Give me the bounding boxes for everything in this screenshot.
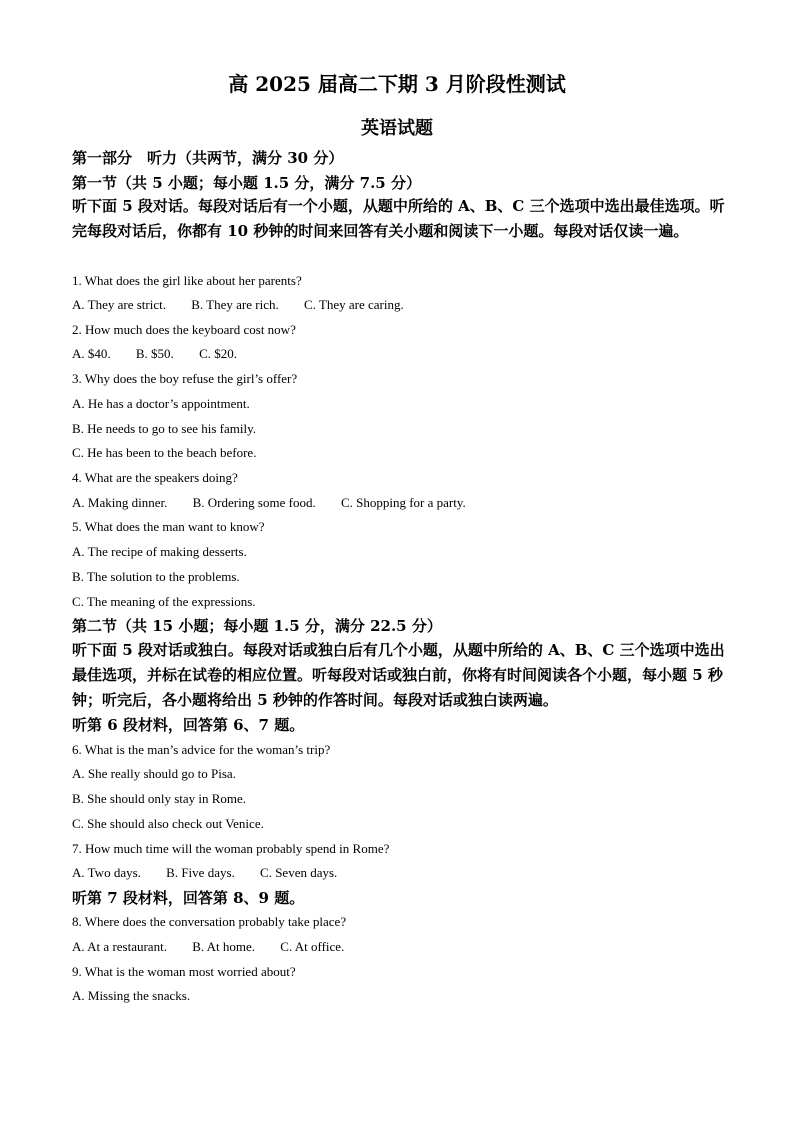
question-3-option-a: A. He has a doctor’s appointment. <box>72 396 250 411</box>
question-6-option-c: C. She should also check out Venice. <box>72 816 264 831</box>
section1-heading: 第一节（共 5 小题；每小题 1.5 分，满分 7.5 分） <box>72 174 421 192</box>
question-8-option-c: C. At office. <box>280 939 345 954</box>
question-1-option-c: C. They are caring. <box>303 297 404 312</box>
question-7-option-a: A. Two days. <box>72 865 141 880</box>
question-5-option-a: A. The recipe of making desserts. <box>72 544 247 559</box>
section2-instructions: 听下面 5 段对话或独白。每段对话或独白后有几个小题，从题中所给的 A、B、C 三个选项中选出最佳选项，并标在试卷的相应位置。听每段对话或独白前，你将有时间阅读各个小题，每小题 5 秒钟；听完后，各小题将给出 5 秒钟的作答时间。每段对话或独白读两遍。 <box>72 641 725 709</box>
question-1-option-a: A. They are strict. <box>72 297 166 312</box>
question-2-option-a: A. $40. <box>72 346 111 361</box>
part1-heading: 第一部分 听力（共两节，满分 30 分） <box>72 149 344 167</box>
question-2-option-c: C. $20. <box>199 346 237 361</box>
material-7-heading: 听第 7 段材料，回答第 8、9 题。 <box>72 889 305 907</box>
question-9-stem: 9. What is the woman most worried about? <box>72 964 296 979</box>
question-8-options <box>72 938 366 956</box>
question-4-option-a: A. Making dinner. <box>72 495 168 510</box>
question-1-stem: 1. What does the girl like about her parents? <box>72 273 302 288</box>
question-6-option-a: A. She really should go to Pisa. <box>72 766 236 781</box>
question-3-option-b: B. He needs to go to see his family. <box>72 421 257 436</box>
question-2-option-b: B. $50. <box>135 346 174 361</box>
question-3-option-c: C. He has been to the beach before. <box>72 445 257 460</box>
question-4-stem: 4. What are the speakers doing? <box>72 470 238 485</box>
question-1-option-b: B. They are rich. <box>191 297 279 312</box>
question-7-stem: 7. How much time will the woman probably spend in Rome? <box>72 841 390 856</box>
material-6-heading: 听第 6 段材料，回答第 6、7 题。 <box>72 716 305 734</box>
question-6-stem: 6. What is the man’s advice for the woman’s trip? <box>72 742 331 757</box>
question-8-option-a: A. At a restaurant. <box>72 939 167 954</box>
question-4-option-c: C. Shopping for a party. <box>340 495 466 510</box>
question-9-option-a: A. Missing the snacks. <box>72 988 191 1003</box>
section2-heading: 第二节（共 15 小题；每小题 1.5 分，满分 22.5 分） <box>72 617 442 635</box>
question-5-stem: 5. What does the man want to know? <box>72 519 265 534</box>
subject-title: 英语试题 <box>361 118 433 139</box>
section1-instructions: 听下面 5 段对话。每段对话后有一个小题，从题中所给的 A、B、C 三个选项中选出最佳选项。听完每段对话后，你都有 10 秒钟的时间来回答有关小题和阅读下一小题。每段对话仅读一遍。 <box>72 197 725 240</box>
exam-title: 高 2025 届高二下期 3 月阶段性测试 <box>228 72 566 96</box>
question-3-stem: 3. Why does the boy refuse the girl’s offer? <box>72 371 298 386</box>
question-1-options <box>72 296 426 314</box>
question-7-option-b: B. Five days. <box>166 865 235 880</box>
question-8-option-b: B. At home. <box>192 939 256 954</box>
question-8-stem: 8. Where does the conversation probably take place? <box>72 914 347 929</box>
question-7-options <box>72 864 359 882</box>
question-7-option-c: C. Seven days. <box>260 865 338 880</box>
question-4-option-b: B. Ordering some food. <box>192 495 316 510</box>
question-4-options <box>72 494 488 512</box>
question-5-option-b: B. The solution to the problems. <box>72 569 240 584</box>
question-2-stem: 2. How much does the keyboard cost now? <box>72 322 296 337</box>
question-5-option-c: C. The meaning of the expressions. <box>72 594 256 609</box>
question-6-option-b: B. She should only stay in Rome. <box>72 791 247 806</box>
question-2-options <box>72 345 259 363</box>
